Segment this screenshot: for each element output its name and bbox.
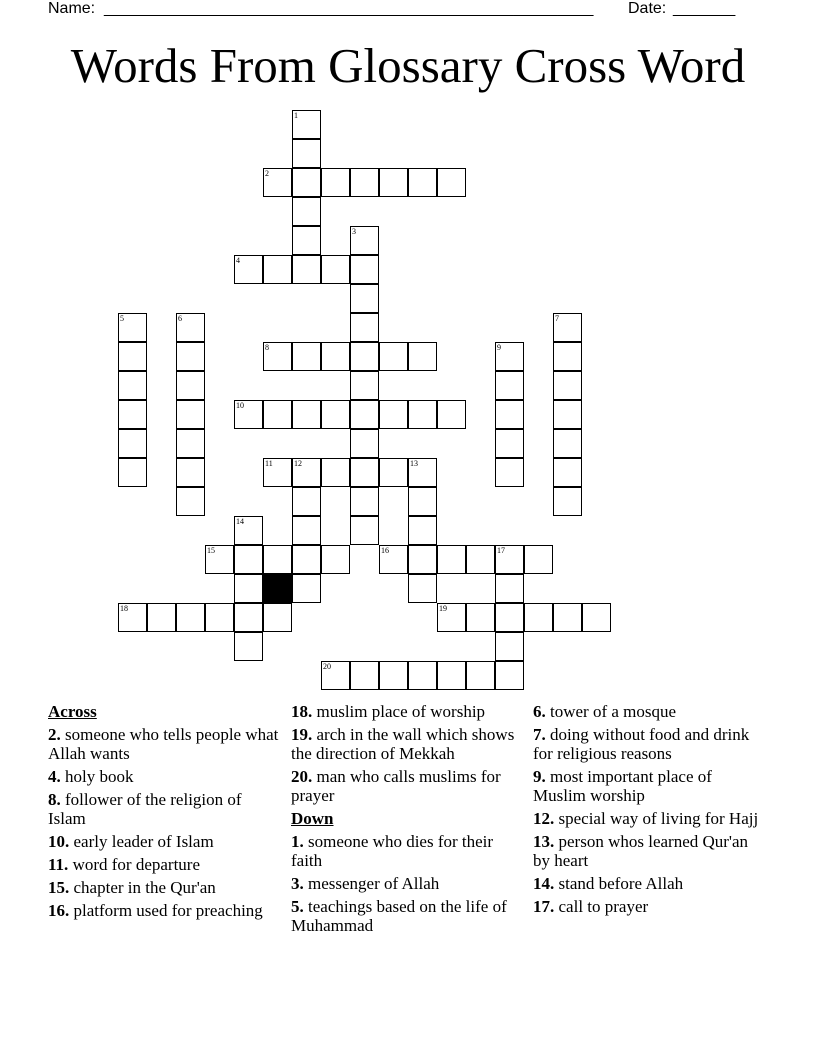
grid-cell[interactable] (553, 400, 582, 429)
grid-cell[interactable] (437, 168, 466, 197)
grid-cell[interactable] (118, 342, 147, 371)
grid-cell[interactable] (292, 516, 321, 545)
grid-cell[interactable] (234, 400, 263, 429)
grid-cell[interactable] (437, 545, 466, 574)
clue-item-number: 6. (533, 702, 546, 721)
clue-item-text: holy book (65, 767, 134, 786)
grid-cell[interactable] (321, 342, 350, 371)
clue-item (48, 832, 283, 851)
clue-item (48, 878, 283, 897)
clue-item-number: 8. (48, 790, 61, 809)
clue-number: 13 (410, 459, 418, 468)
clue-item-number: 2. (48, 725, 61, 744)
clue-item (533, 832, 768, 870)
clue-item-number: 14. (533, 874, 555, 893)
grid-cell[interactable] (176, 342, 205, 371)
clue-number: 10 (236, 401, 244, 410)
grid-cell[interactable] (292, 574, 321, 603)
grid-cell[interactable] (379, 545, 408, 574)
grid-cell[interactable] (408, 168, 437, 197)
grid-cell[interactable] (263, 458, 292, 487)
grid-cell[interactable] (350, 516, 379, 545)
grid-cell[interactable] (466, 661, 495, 690)
clue-item (291, 702, 526, 721)
clue-item-number: 5. (291, 897, 304, 916)
grid-cell[interactable] (321, 458, 350, 487)
across-heading: Across (48, 702, 97, 721)
clue-item-text: someone who tells people what Allah wants (48, 725, 279, 763)
clue-item (48, 901, 283, 920)
clue-item-number: 12. (533, 809, 555, 828)
clue-number: 4 (236, 256, 240, 265)
clue-item (48, 767, 283, 786)
clue-item-text: doing without food and drink for religious reasons (533, 725, 750, 763)
grid-cell[interactable] (292, 458, 321, 487)
name-field-line: _______________________________________________________ (104, 0, 594, 17)
clue-number: 2 (265, 169, 269, 178)
clue-item-text: someone who dies for their faith (291, 832, 494, 870)
grid-cell[interactable] (553, 487, 582, 516)
grid-cell[interactable] (408, 487, 437, 516)
grid-cell[interactable] (437, 603, 466, 632)
clue-item-text: tower of a mosque (550, 702, 677, 721)
down-clue-list-continued (533, 702, 768, 916)
grid-cell[interactable] (321, 168, 350, 197)
grid-cell[interactable] (176, 458, 205, 487)
clue-item-number: 10. (48, 832, 70, 851)
grid-cell[interactable] (321, 255, 350, 284)
grid-cell[interactable] (118, 400, 147, 429)
grid-cell[interactable] (321, 545, 350, 574)
page-title: Words From Glossary Cross Word (70, 38, 746, 93)
grid-cell[interactable] (408, 400, 437, 429)
grid-cell[interactable] (118, 371, 147, 400)
grid-cell[interactable] (234, 545, 263, 574)
grid-cell[interactable] (176, 603, 205, 632)
grid-cell[interactable] (263, 342, 292, 371)
clue-item-number: 17. (533, 897, 555, 916)
grid-cell[interactable] (495, 603, 524, 632)
grid-cell[interactable] (176, 313, 205, 342)
clue-item-text: early leader of Islam (73, 832, 214, 851)
grid-cell[interactable] (437, 400, 466, 429)
grid-cell[interactable] (495, 574, 524, 603)
clue-item-text: chapter in the Qur'an (73, 878, 216, 897)
grid-cell[interactable] (350, 487, 379, 516)
grid-cell[interactable] (495, 371, 524, 400)
grid-cell[interactable] (437, 661, 466, 690)
grid-cell[interactable] (408, 342, 437, 371)
grid-cell[interactable] (553, 342, 582, 371)
grid-cell[interactable] (176, 400, 205, 429)
clue-item (291, 767, 526, 805)
grid-cell[interactable] (234, 516, 263, 545)
grid-cell[interactable] (263, 400, 292, 429)
clue-item-text: messenger of Allah (308, 874, 440, 893)
clue-number: 17 (497, 546, 505, 555)
grid-cell[interactable] (292, 197, 321, 226)
grid-cell[interactable] (176, 371, 205, 400)
clue-item-number: 18. (291, 702, 313, 721)
clue-number: 8 (265, 343, 269, 352)
grid-cell[interactable] (350, 342, 379, 371)
clue-item (291, 897, 526, 935)
clue-item (533, 767, 768, 805)
grid-cell[interactable] (118, 313, 147, 342)
grid-cell[interactable] (350, 371, 379, 400)
clue-number: 20 (323, 662, 331, 671)
clue-number: 15 (207, 546, 215, 555)
grid-cell[interactable] (234, 574, 263, 603)
grid-cell[interactable] (408, 516, 437, 545)
clue-number: 1 (294, 111, 298, 120)
grid-cell[interactable] (263, 168, 292, 197)
clue-item (533, 897, 768, 916)
grid-cell[interactable] (408, 574, 437, 603)
clue-item (48, 855, 283, 874)
grid-cell[interactable] (321, 400, 350, 429)
clue-item-number: 16. (48, 901, 70, 920)
grid-cell[interactable] (408, 545, 437, 574)
grid-cell[interactable] (495, 342, 524, 371)
clue-item (533, 809, 768, 828)
grid-cell[interactable] (263, 255, 292, 284)
grid-cell[interactable] (350, 168, 379, 197)
grid-cell[interactable] (408, 661, 437, 690)
clue-item (533, 725, 768, 763)
grid-cell[interactable] (524, 545, 553, 574)
grid-cell[interactable] (234, 255, 263, 284)
grid-cell[interactable] (350, 313, 379, 342)
grid-cell[interactable] (350, 458, 379, 487)
grid-cell[interactable] (350, 400, 379, 429)
clue-item-text: person whos learned Qur'an by heart (533, 832, 749, 870)
clue-item-number: 3. (291, 874, 304, 893)
grid-cell[interactable] (118, 458, 147, 487)
grid-cell[interactable] (176, 487, 205, 516)
grid-cell[interactable] (553, 458, 582, 487)
clue-item-text: most important place of Muslim worship (533, 767, 712, 805)
clue-item-text: word for departure (72, 855, 201, 874)
clue-item-text: muslim place of worship (316, 702, 486, 721)
grid-cell[interactable] (350, 255, 379, 284)
clue-item-text: man who calls muslims for prayer (291, 767, 501, 805)
grid-cell[interactable] (379, 458, 408, 487)
clue-item-text: platform used for preaching (73, 901, 263, 920)
clue-number: 3 (352, 227, 356, 236)
clue-item-number: 1. (291, 832, 304, 851)
grid-cell[interactable] (495, 400, 524, 429)
grid-cell[interactable] (118, 603, 147, 632)
clues-column-3 (533, 702, 768, 920)
grid-cell[interactable] (292, 400, 321, 429)
clue-number: 12 (294, 459, 302, 468)
grid-cell[interactable] (553, 371, 582, 400)
grid-cell[interactable] (466, 603, 495, 632)
grid-cell[interactable] (292, 545, 321, 574)
across-clue-list (48, 725, 283, 920)
grid-cell[interactable] (350, 429, 379, 458)
grid-cell[interactable] (292, 255, 321, 284)
name-label: Name: (48, 0, 96, 17)
clue-item-number: 19. (291, 725, 313, 744)
clue-number: 16 (381, 546, 389, 555)
grid-cell[interactable] (553, 429, 582, 458)
grid-cell[interactable] (408, 458, 437, 487)
grid-cell[interactable] (147, 603, 176, 632)
grid-cell[interactable] (292, 110, 321, 139)
clue-item-number: 15. (48, 878, 70, 897)
grid-cell[interactable] (582, 603, 611, 632)
date-field-line: _______ (673, 0, 736, 17)
grid-cell[interactable] (495, 545, 524, 574)
clue-item-number: 20. (291, 767, 313, 786)
clue-number: 14 (236, 517, 244, 526)
clue-item-number: 7. (533, 725, 546, 744)
grid-cell[interactable] (553, 603, 582, 632)
grid-cell[interactable] (379, 342, 408, 371)
grid-cell[interactable] (495, 429, 524, 458)
grid-cell[interactable] (321, 661, 350, 690)
clue-item (291, 832, 526, 870)
grid-cell[interactable] (379, 400, 408, 429)
grid-cell[interactable] (205, 545, 234, 574)
across-clue-list-continued (291, 702, 526, 805)
clue-number: 5 (120, 314, 124, 323)
grid-cell[interactable] (495, 661, 524, 690)
grid-cell[interactable] (495, 458, 524, 487)
grid-cell[interactable] (350, 226, 379, 255)
grid-cell[interactable] (263, 603, 292, 632)
grid-cell[interactable] (350, 661, 379, 690)
clue-item-text: follower of the religion of Islam (48, 790, 242, 828)
clue-item (291, 874, 526, 893)
clue-number: 6 (178, 314, 182, 323)
clue-item-text: stand before Allah (558, 874, 684, 893)
grid-cell[interactable] (495, 632, 524, 661)
grid-cell[interactable] (466, 545, 495, 574)
clue-item-text: arch in the wall which shows the direction of Mekkah (291, 725, 515, 763)
clue-item-number: 4. (48, 767, 61, 786)
grid-cell[interactable] (118, 429, 147, 458)
clue-number: 11 (265, 459, 273, 468)
clue-item (48, 725, 283, 763)
down-heading: Down (291, 809, 334, 828)
clue-item (291, 725, 526, 763)
clue-number: 18 (120, 604, 128, 613)
grid-cell[interactable] (234, 603, 263, 632)
grid-cell[interactable] (379, 661, 408, 690)
grid-cell[interactable] (292, 342, 321, 371)
grid-cell[interactable] (292, 226, 321, 255)
black-cell (263, 574, 292, 603)
clues-column-2 (291, 702, 526, 939)
grid-cell[interactable] (205, 603, 234, 632)
grid-cell[interactable] (524, 603, 553, 632)
clue-number: 9 (497, 343, 501, 352)
grid-cell[interactable] (263, 545, 292, 574)
grid-cell[interactable] (292, 168, 321, 197)
grid-cell[interactable] (176, 429, 205, 458)
grid-cell[interactable] (379, 168, 408, 197)
grid-cell[interactable] (292, 139, 321, 168)
clue-item (48, 790, 283, 828)
clue-item-text: teachings based on the life of Muhammad (291, 897, 507, 935)
clues-column-1 (48, 702, 283, 924)
clue-item-number: 13. (533, 832, 555, 851)
clue-number: 7 (555, 314, 559, 323)
grid-cell[interactable] (234, 632, 263, 661)
clue-item-text: call to prayer (558, 897, 649, 916)
clue-item-text: special way of living for Hajj (558, 809, 759, 828)
clue-number: 19 (439, 604, 447, 613)
grid-cell[interactable] (553, 313, 582, 342)
grid-cell[interactable] (292, 487, 321, 516)
clue-item-number: 9. (533, 767, 546, 786)
clue-item (533, 874, 768, 893)
grid-cell[interactable] (350, 284, 379, 313)
clue-item-number: 11. (48, 855, 69, 874)
down-clue-list (291, 832, 526, 935)
clue-item (533, 702, 768, 721)
date-label: Date: (628, 0, 667, 17)
